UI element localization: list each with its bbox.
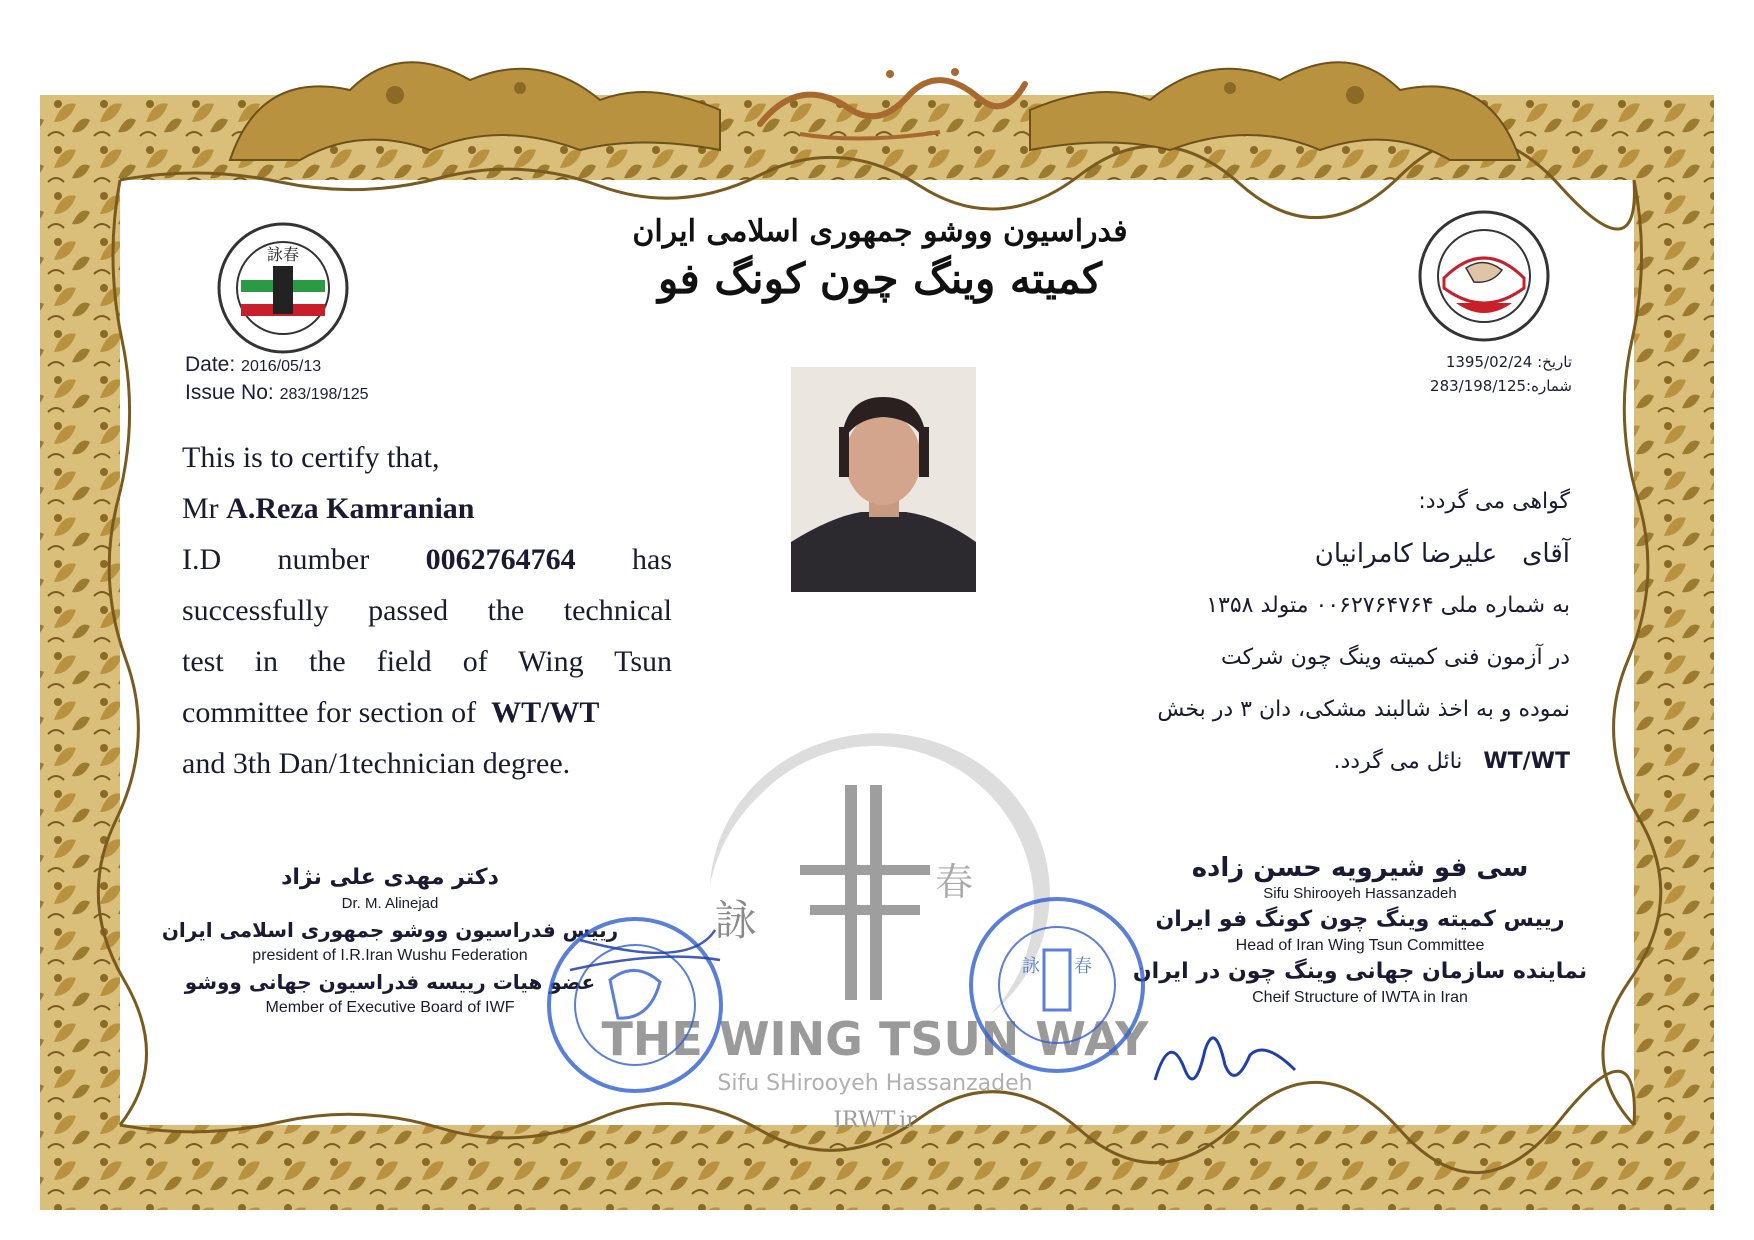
body-line-4: successfully passed the technical xyxy=(182,594,672,627)
certify-line-fa: گواهی می گردد: xyxy=(1418,489,1570,514)
id-suffix: has xyxy=(632,543,673,576)
signatory-right-title-fa: رییس کمیته وینگ چون کونگ فو ایران xyxy=(1155,907,1565,932)
issue-meta-fa xyxy=(1392,350,1572,398)
basmala-calligraphy xyxy=(740,54,1040,144)
svg-text:詠春: 詠春 xyxy=(266,245,300,264)
committee-logo xyxy=(215,220,351,356)
signatory-left-member-fa: عضو هیات رییسه فدراسیون جهانی ووشو xyxy=(184,970,596,994)
watermark-glyph-1: 詠 xyxy=(715,896,758,945)
signatory-left-title-fa: رییس فدراسیون ووشو جمهوری اسلامی ایران xyxy=(161,918,619,942)
committee-title: کمیته وینگ چون کونگ فو xyxy=(657,254,1103,303)
federation-stamp xyxy=(540,910,730,1100)
holder-name: A.Reza Kamranian xyxy=(226,492,475,525)
holder-name-line-fa xyxy=(1080,528,1570,580)
certificate-body-en xyxy=(182,432,672,789)
svg-text:春: 春 xyxy=(1074,956,1092,977)
certify-line: This is to certify that, xyxy=(182,441,440,474)
signatory-left-member-en: Member of Executive Board of IWF xyxy=(265,999,515,1016)
id-line-fa: به شماره ملی ۰۰۶۲۷۶۴۷۶۴ متولد ۱۳۵۸ xyxy=(1206,593,1570,618)
degree-line: and 3th Dan/1technician degree. xyxy=(182,747,571,780)
signatory-right xyxy=(1080,852,1640,1008)
holder-photo xyxy=(791,367,976,592)
svg-text:詠: 詠 xyxy=(1022,956,1040,977)
section-prefix: committee for section of xyxy=(182,696,477,729)
section-line-fa xyxy=(1080,736,1570,788)
signatory-right-rep-en: Cheif Structure of IWTA in Iran xyxy=(1252,989,1468,1006)
date-label: Date: xyxy=(185,353,236,376)
holder-name-fa: علیرضا کامرانیان xyxy=(1314,539,1498,569)
signatory-left-name-en: Dr. M. Alinejad xyxy=(341,895,439,912)
watermark-glyph-2: 春 xyxy=(935,860,974,904)
number-label-fa: شماره: xyxy=(1526,377,1572,395)
signature-scribble xyxy=(1150,1010,1300,1100)
certificate-header xyxy=(560,212,1200,306)
committee-stamp xyxy=(962,890,1152,1080)
signatory-right-name-en: Sifu Shirooyeh Hassanzadeh xyxy=(1263,885,1457,902)
watermark-title: THE WING TSUN WAY xyxy=(601,1012,1149,1066)
federation-title: فدراسیون ووشو جمهوری اسلامی ایران xyxy=(632,214,1128,249)
date-value: 2016/05/13 xyxy=(241,358,322,375)
date-value-fa: 1395/02/24 xyxy=(1445,353,1533,371)
award-line-fa: نائل می گردد. xyxy=(1333,749,1463,774)
section-value: WT/WT xyxy=(491,696,600,729)
number-value-fa: 283/198/125 xyxy=(1430,377,1527,395)
watermark-site: IRWT.ir xyxy=(833,1108,917,1133)
signatory-right-rep-fa: نماینده سازمان جهانی وینگ چون در ایران xyxy=(1132,959,1588,984)
issue-value: 283/198/125 xyxy=(279,386,369,403)
wushu-federation-logo xyxy=(1416,208,1552,344)
body-line-5-fa: نموده و به اخذ شالبند مشکی، دان ۳ در بخش xyxy=(1157,697,1570,722)
id-number: 0062764764 xyxy=(425,543,576,576)
name-prefix: Mr xyxy=(182,492,219,525)
signatory-left-name-fa: دکتر مهدی علی نژاد xyxy=(281,865,499,890)
holder-name-line xyxy=(182,483,672,534)
name-prefix-fa: آقای xyxy=(1522,539,1570,569)
certificate-body-fa xyxy=(1080,476,1570,788)
section-line xyxy=(182,687,672,738)
section-value-fa: WT/WT xyxy=(1483,749,1570,774)
issue-label: Issue No: xyxy=(185,381,274,404)
id-label: I.D number xyxy=(182,543,370,576)
signatory-right-title-en: Head of Iran Wing Tsun Committee xyxy=(1235,937,1485,954)
watermark-subtitle: Sifu SHirooyeh Hassanzadeh xyxy=(717,1071,1033,1096)
body-line-4-fa: در آزمون فنی کمیته وینگ چون شرکت xyxy=(1220,645,1570,670)
date-label-fa: تاریخ: xyxy=(1537,353,1572,371)
id-line xyxy=(182,534,672,585)
body-line-5: test in the field of Wing Tsun xyxy=(182,645,672,678)
signatory-left-title-en: president of I.R.Iran Wushu Federation xyxy=(252,947,528,964)
issue-meta-en xyxy=(185,352,369,408)
signatory-right-name-fa: سی فو شیرویه حسن زاده xyxy=(1191,853,1529,883)
